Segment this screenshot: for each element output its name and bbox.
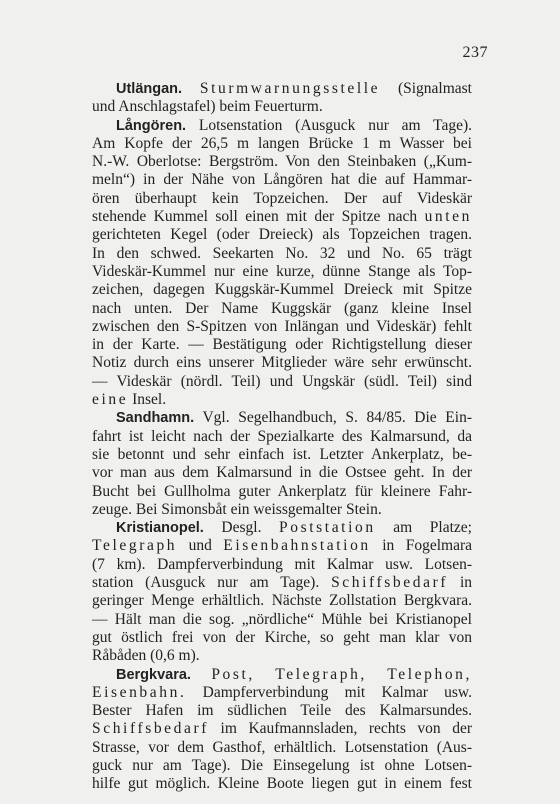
page-number: 237 [462,44,488,61]
text-line [92,281,472,299]
text-segment: Notiz durch eins unserer Mitglieder wäre sehr erwünscht. [92,354,472,372]
text-line [92,117,472,135]
text-line [92,592,472,610]
text-segment: in Fogelmara [370,537,472,555]
text-line [92,464,472,482]
text-line [92,409,472,427]
text-line [92,483,472,501]
text-line [92,501,472,519]
entry-headword: Sandhamn. [116,410,195,427]
spaced-emphasis: Sturmwarnungsstelle [199,80,381,97]
text-segment [367,666,387,683]
text-segment: nach unten. Der Name Kuggskär (ganz kleine Insel [92,299,472,317]
spaced-emphasis: Schiffsbedarf [92,720,210,738]
text-segment: gut östlich frei von der Kirche, so geht man klar von [92,628,472,646]
text-segment: Am Kopfe der 26,5 m langen Brücke 1 m Wasser bei [92,134,472,152]
text-segment: Dampferverbindung mit Kalmar usw. [186,683,472,701]
text-segment: Desgl. [203,519,280,537]
text-line [92,775,472,793]
text-line [92,391,472,409]
text-line [92,190,472,208]
text-segment: meln“) in der Nähe von Långören hat die auf Hammar- [92,171,472,189]
text-segment: zeuge. Bei Simonsbåt ein weissgemalter Stein. [92,500,382,518]
text-line [92,611,472,629]
text-line [92,684,472,702]
text-segment: ören überhaupt kein Topzeichen. Der auf Videskär [92,189,472,207]
text-segment: guck nur am Tage). Die Einsegelung ist ohne Lotsen- [92,756,472,774]
spaced-emphasis: Post, [211,665,255,683]
page-text [92,80,472,794]
text-segment: N.-W. Oberlotse: Bergström. Von den Steinbaken („Kum- [92,153,472,171]
text-segment: In den schwed. Seekarten No. 32 und No. 65 trägt [92,244,472,262]
text-segment: — Hält man die sog. „nördliche“ Mühle bei Kristianopel [92,610,472,628]
spaced-emphasis: Telegraph [92,537,178,555]
text-line [92,647,472,665]
text-segment: Vgl. Segelhandbuch, S. 84/85. Die Ein- [194,409,472,427]
text-segment: am Platze; [375,519,472,537]
text-segment: stehende Kummel soll einen mit der Spitze nach [92,208,425,226]
text-segment: gerichteten Kegel (oder Dreieck) als Topzeichen tragen. [92,226,472,244]
text-segment: im Kaufmannsladen, rechts von der [209,720,472,738]
text-segment: Råbåden (0,6 m). [92,647,200,665]
text-segment: und [177,537,224,555]
spaced-emphasis: eine [92,391,129,409]
entry [92,80,472,117]
text-segment: Lotsenstation (Ausguck nur am Tage). [186,116,472,134]
text-line [92,446,472,464]
text-segment: hilfe gut möglich. Kleine Boote liegen gut in einem fest [92,775,472,793]
entry [92,519,472,665]
text-line [92,226,472,244]
entry-headword: Långören. [116,117,187,134]
text-segment [255,666,275,683]
text-line [92,574,472,592]
text-segment: — Videskär (nördl. Teil) und Ungskär (südl. Teil) sind [92,372,472,390]
text-segment [182,80,200,97]
text-segment: (Signalmast [380,80,472,97]
text-line [92,537,472,555]
entry-headword: Bergkvara. [116,666,191,683]
spaced-emphasis: Eisenbahnstation [223,537,371,555]
text-line [92,98,472,116]
text-segment: zwischen den S-Spitzen von Inlängan und Videskär) fehlt [92,317,472,335]
text-segment: (7 km). Dampferverbindung mit Kalmar usw. Lotsen- [92,555,472,573]
text-segment: und Anschlagstafel) beim Feuerturm. [92,98,323,116]
text-segment: Strasse, vor dem Gasthof, erhältlich. Lotsenstation (Aus- [92,738,472,756]
spaced-emphasis: Poststation [279,519,376,537]
entry [92,117,472,410]
text-line [92,702,472,720]
text-line [92,171,472,189]
text-line [92,556,472,574]
text-segment: Insel. [128,391,167,409]
spaced-emphasis: Telegraph, [275,665,367,683]
text-line [92,428,472,446]
entry [92,666,472,794]
text-line [92,739,472,757]
text-segment: in [448,574,472,592]
text-line [92,720,472,738]
text-line [92,318,472,336]
text-line [92,263,472,281]
spaced-emphasis: Telephon, [387,665,472,683]
text-line [92,629,472,647]
text-line [92,153,472,171]
text-segment: Bester Hafen im südlichen Teile des Kalmarsundes. [92,702,472,720]
text-segment: geringer Menge erhältlich. Nächste Zollstation Bergkvara. [92,592,472,610]
text-segment: vor man aus dem Kalmarsund in die Ostsee geht. In der [92,464,472,482]
spaced-emphasis: Schiffsbedarf [331,574,449,592]
text-segment: zeichen, dagegen Kuggskär-Kummel Dreieck mit Spitze [92,281,472,299]
text-segment: in der Karte. — Bestätigung oder Richtigstellung dieser [92,336,472,354]
text-segment: sie betonnt und sehr einfach ist. Letzter Ankerplatz, be- [92,445,472,463]
text-line [92,354,472,372]
text-segment: Bucht bei Gullholma guter Ankerplatz für kleinere Fahr- [92,482,472,500]
spaced-emphasis: Eisenbahn. [92,683,187,701]
text-line [92,666,472,684]
text-line [92,208,472,226]
text-line [92,336,472,354]
text-line [92,373,472,391]
text-segment [191,666,211,683]
entry-headword: Kristianopel. [116,520,204,537]
text-line [92,300,472,318]
text-segment: Videskär-Kummel nur eine kurze, dünne Stange als Top- [92,262,472,280]
text-segment: station (Ausguck nur am Tage). [92,574,332,592]
text-line [92,135,472,153]
text-line [92,519,472,537]
spaced-emphasis: unten [424,208,472,226]
text-line [92,757,472,775]
entry [92,409,472,519]
entry-headword: Utlängan. [116,81,183,97]
text-segment: fahrt ist leicht nach der Spezialkarte des Kalmarsund, da [92,427,472,445]
text-line [92,80,472,98]
text-line [92,245,472,263]
